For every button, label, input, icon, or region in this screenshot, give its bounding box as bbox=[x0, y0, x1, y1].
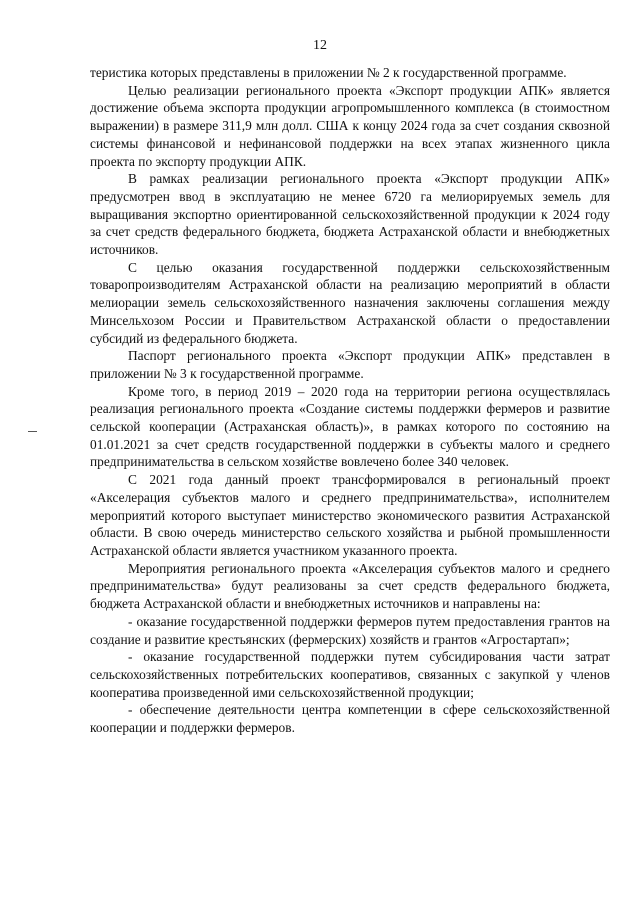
paragraph-farmer-support: Кроме того, в период 2019 – 2020 года на территории региона осуществлялась реализация регионального проекта «Создание системы поддержки фермеров и развитие сельской кооперации (Астраханская область)», в рамках которого по состоянию на 01.01.2021 за счет средств государственной поддержки в субъекты малого и среднего предпринимательства в сельском хозяйстве вовлечено более 340 человек. bbox=[90, 383, 610, 470]
paragraph-project-passport: Паспорт регионального проекта «Экспорт продукции АПК» представлен в приложении № 3 к государственной программе. bbox=[90, 348, 610, 381]
list-item-cooperative-subsidies: - оказание государственной поддержки путем субсидирования части затрат сельскохозяйственных потребительских кооперативов, связанных с закупкой у членов кооператива произведенной ими сельскохозяйственной продукции; bbox=[90, 649, 610, 700]
paragraph-continuation: теристика которых представлены в приложении № 2 к государственной программе. bbox=[90, 65, 567, 80]
list-item-grants: - оказание государственной поддержки фермеров путем предоставления грантов на создание и развитие крестьянских (фермерских) хозяйств и грантов «Агростартап»; bbox=[90, 613, 610, 647]
margin-mark bbox=[28, 431, 37, 432]
paragraph-land-reclamation: В рамках реализации регионального проекта «Экспорт продукции АПК» предусмотрен ввод в эксплуатацию не менее 6720 га мелиорируемых земель для выращивания экспортно ориентированной сельскохозяйственной продукции к 2024 году за счет средств федерального бюджета, бюджета Астраханской области и внебюджетных источников. bbox=[90, 171, 610, 258]
paragraph-acceleration-project: С 2021 года данный проект трансформировался в региональный проект «Акселерация субъектов малого и среднего предпринимательства», исполнителем мероприятий которого выступает министерство экономического развития Астраханской области. В свою очередь министерство сельского хозяйства и рыбной промышленности Астраханской области является участником указанного проекта. bbox=[90, 472, 610, 558]
paragraph-activities-intro: Мероприятия регионального проекта «Акселерация субъектов малого и среднего предпринимательства» будут реализованы за счет средств федерального бюджета, бюджета Астраханской области и внебюджетных источников и направлены на: bbox=[90, 560, 610, 612]
list-item-competence-center: - обеспечение деятельности центра компетенции в сфере сельскохозяйственной кооперации и поддержки фермеров. bbox=[90, 702, 610, 736]
page-number: 12 bbox=[313, 38, 327, 53]
document-body bbox=[90, 64, 610, 737]
paragraph-export-goal: Целью реализации регионального проекта «Экспорт продукции АПК» является достижение объема экспорта продукции агропромышленного комплекса (в стоимостном выражении) в размере 311,9 млн долл. США к концу 2024 года за счет создания сквозной системы финансовой и нефинансовой поддержки на всех этапах жизненного цикла проекта по экспорту продукции АПК. bbox=[90, 82, 610, 169]
paragraph-subsidy-agreements: С целью оказания государственной поддержки сельскохозяйственным товаропроизводителям Астраханской области на реализацию мероприятий в области мелиорации земель сельскохозяйственного назначения заключены соглашения между Минсельхозом России и Правительством Астраханской области о предоставлении субсидий из федерального бюджета. bbox=[90, 259, 610, 346]
